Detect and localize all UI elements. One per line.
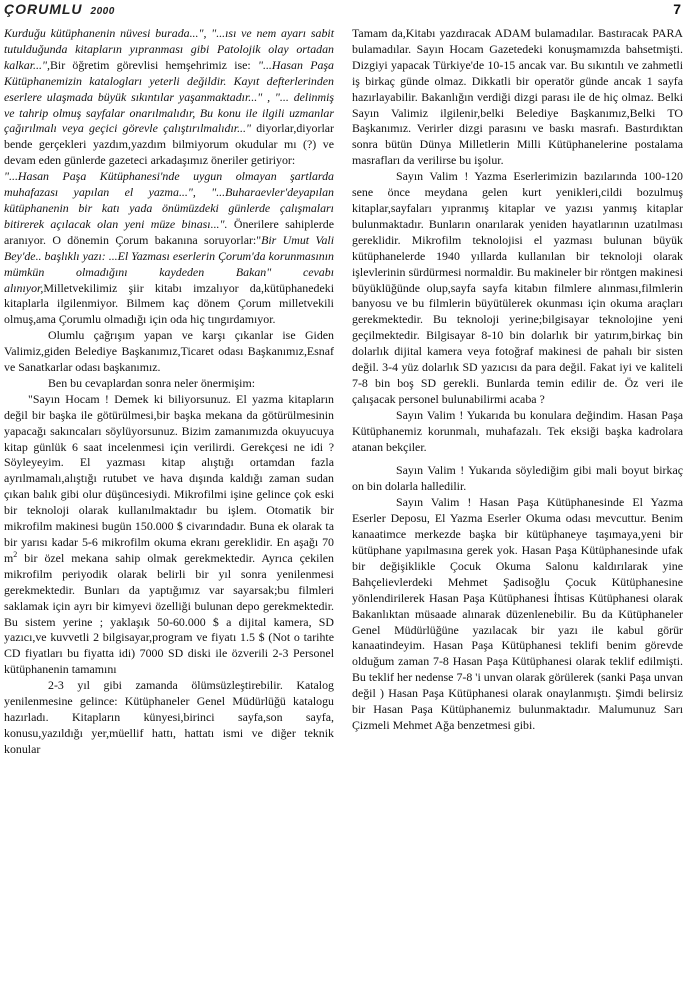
superscript-2: 2 <box>13 549 18 559</box>
text-hocam-a: "Sayın Hocam ! Demek ki biliyorsunuz. El yazma kitapların değil bir başka ile götürülmesi,bir başka mekana da götürülmesinin yapacağı sakıncaları söylüyorsunuz. Bizim zamanımızda okuyucuya kitap günlük 6 saat incelenmesi için verilirdi. Gerekçesi ne idi ? Söyleyeyim. El yazması kitap alıştığı ortamdan fazla ayrılmamalı,alıştığı rutubet ve hava dışında kaldığı zaman sudan çıkan balık gibi olur düşüncesiydi. Mikrofilmi işine gelince çok eski bir teknoloji olarak kullanılmaktadır bu işlem. Otomatik bir mikrofilm makinesi bugün 150.000 $ civarındadır. Buna ek olarak ta bir yarısı kadar 5-6 mikrofilm okuma ekranı gereklidir. En aşağı 70 m <box>4 391 334 565</box>
text-hocam-b: bir özel mekana sahip olmak gerekmektedir. Ayrıca çekilen mikrofilm periyodik olarak belirli bir yıl sonra yenilenmesi gerekmektedir. Bunları da yaptığımız var sayarsak;bu filmleri saklamak için ayrı bir kimyevi özelliği bulunan depo gerekmektedir. Bu sistem yerine ; yaklaşık 50-60.000 $ a dijital kamera, SD yazıcı,ve kuvvetli 2 bilgisayar,program ve fiyatı 1.5 $ (Not o tarihte CD fiyatları bu fiyatta idi) 7000 SD diski ile özverili 2-3 Personel kütüphanenin tamamını <box>4 550 334 677</box>
quote-patoloji: Kurduğu kütüphanenin nüvesi burada...", "...ısı ve nem ayarı sabit tutulduğunda kitapların yıpranması gibi Patolojik olay ortadan kalkar...", <box>4 26 334 72</box>
quote-proposals: "...Hasan Paşa Kütüphanesi'nde uygun olmayan şartlarda muhafazası yapılan el yazma...", "...Buharaevler'deyapılan kütüphanenin bir katı yada önümüzdeki günlerde çalışmaları bitirerek açılacak olan yeni müze binası...". <box>4 169 334 231</box>
left-column <box>4 26 334 758</box>
text-ogretim: Bir öğretim görevlisi hemşehrimiz ise: <box>49 57 251 72</box>
page-number: 7 <box>673 1 681 17</box>
paragraph-oneriler-heading: Ben bu cevaplardan sonra neler önermişim: <box>48 375 256 390</box>
newspaper-logo <box>4 1 115 17</box>
logo-year: 2000 <box>90 6 115 17</box>
quote-katalog: "...Hasan Paşa Kütüphanemizin katalogları yeterli değildir. Kayıt defterlerinden eserlere ulaşmada büyük sıkıntılar yaşanmaktadır..." , "... delinmiş ve tahrip olmuş sayfalar onarılmalıdır, Bu konu ile ilgili uzmanlar çağırılmalı veya geçici görevle çalıştırılmalıdır..." <box>4 57 334 136</box>
text-oneriler: Önerilere sahiplerde aranıyor. O dönemin Çorum bakanına soruyorlar:" <box>4 216 334 247</box>
paragraph-katalog: 2-3 yıl gibi zamanda ölümsüzleştirebilir. Katalog yenilenmesine gelince: Kütüphaneler Genel Müdürlüğü katalogu hazırladı. Kitapların künyesi,birinci sayfa,son sayfa, konusu,yazıldığı yer,müellif hattı, hattatı ismi ve diğer teknik konular <box>4 678 334 756</box>
text-milletvekili: Milletvekilimiz şiir kitabı imzalıyor da,kütüphanedeki kitaplarla ilgilenmiyor. Bilmem kaç dönem Çorum milletvekili olmuş,ama Çorumlu olmadığı için oda hiç tıngırdamıyor. <box>4 280 334 327</box>
page-header <box>0 0 687 22</box>
text-diyorlar: diyorlar,diyorlar bende gerçekleri yazdım,yazdım bilmiyorum okudular mı (?) ve devam eden günlerde gazeteci arkadaşımız öneriler getiriyor: <box>4 121 334 168</box>
right-column <box>352 26 683 734</box>
paragraph-yukarida: Sayın Valim ! Yukarıda bu konulara değindim. Hasan Paşa Kütüphanemiz korunmalı, muhafazalı. Tek eksiği başka kadrolara atanan bekçiler. <box>352 407 683 454</box>
paragraph-yazma-eserler: Sayın Valim ! Yazma Eserlerimizin bazılarında 100-120 sene önce meydana gelen kurt yenikleri,cildi bozulmuş kitaplar,sayfaları yıpranmış kitaplar ve yazısı yanmış kitaplar bulunmaktadır. Bunların onarılarak yeniden hayatlarının uzatılması gereklidir. Mikrofilm teknolojisi el yazması bulunan büyük kütüphanelerde 1940 yıllarda kullanılan bir teknoloji olarak işlevlerinin sürdürmesi normaldir. Bu makineler bir röntgen makinesi büyüklüğünde olup,sayfa sayfa kitabın filmlere alınması,filmlerin banyosu ve bu filmlerin büyütülerek okunması için okuma araçları gerekmektedir. Bu teknoloji yerine;bilgisayar teknolojine yeni geçilmektedir. Bilgisayar 8-10 bin dolarlık bir yatırım,birkaç bin dolarlık dijital kamera veya fotoğraf makinesi de pahalı bir sisten değil. 3-4 yüz dolarlık SD yazıcısı da para değil. Fakat iyi ve kaliteli 7-8 bin boş SD gerekli. Bunlarda temin edilir de. Öz veri ile çalışacak personel bulunabilirmi acaba ? <box>352 169 683 406</box>
paragraph-olumlu: Olumlu çağrışım yapan ve karşı çıkanlar ise Giden Valimiz,giden Belediye Başkanımız,Ticaret odası Başkanımız,Esnaf ve Sanatkarlar odası başkanımız. <box>4 328 334 375</box>
paragraph-sayin-hocam <box>4 392 334 678</box>
paragraph-mali-boyut: Sayın Valim ! Yukarıda söylediğim gibi mali boyut birkaç on bin dolarla halledilir. <box>352 463 683 494</box>
paragraph-proposals <box>4 169 334 328</box>
paragraph-hasan-pasa: Sayın Valim ! Hasan Paşa Kütüphanesinde El Yazma Eserler Deposu, El Yazma Eserler Okuma odası mevcuttur. Benim kanaatimce merkezde başka bir kütüphaneye taşımaya,yeni bir kütüphane yapılmasına gerek yok. Hasan Paşa Kütüphanesinde ufak bir değişiklikle Çocuk Okuma Salonu kaldırılarak yine Bahçelievlerdeki Mehmet Şadisoğlu Çocuk Kütüphanesine yönlendirilerek Hasan Paşa Kütüphanesi İhtisas Kütüphanesi olarak Bakanlıktan müsaade alınarak düzenlenebilir. Bu da Kütüphaneler Genel Müdürlüğüne yazılacak bir yazı ile kabul görür kanaatindeyim. Hasan Paşa Kütüphanesi teklifi benim görevde olduğum zaman 7-8 Hasan Paşa Kütüphanesi olarak teklif edilmişti. Bu teklif her nedense 7-8 'i unvan olarak görülerek (sanki Paşa unvan değil ) Hasan Paşa Kütüphanesi olarak onaylanmıştı. Şimdi belirsiz bir Hasan Paşa Kütüphanemiz bulunmaktadır. Malumunuz Sarı Çizmeli Mehmet Ağa benzetmesi gibi. <box>352 495 683 732</box>
logo-text: ÇORUMLU <box>4 1 83 17</box>
paragraph-tamam: Tamam da,Kitabı yazdıracak ADAM bulamadılar. Bastıracak PARA bulamadılar. Sayın Hocam Gazetedeki konuşmamızda bahsetmişti. Dizgiyi yapacak Türkiye'de 10-15 ancak var. Bu sıkıntılı ve zahmetli iş birkaç günde olmaz. Dikkatli bir operatör günde ancak 1 sayfa hazırlayabilir. Bakanlığın verdiği dizgi parası ile de hiç olmaz. Belki Sayın Valimiz ilgilenir,belki Belediye Başkanımız,Belki TO Başkanımız. Verirler dizgi parasını ve baskı masrafı. Bastırdıktan sonra bütün Dünya Milletlerin Milli Kütüphanelerine postalama masrafları da verilirse bu işolur. <box>352 26 683 168</box>
quote-bakan: Bir Umut Vali Bey'de.. başlıklı yazı: ...El Yazması eserlerin Çorum'da korunmasının mümkün olmadığını kaydeden Bakan" cevabı alınıyor, <box>4 232 335 295</box>
paragraph-quotes <box>4 26 334 169</box>
